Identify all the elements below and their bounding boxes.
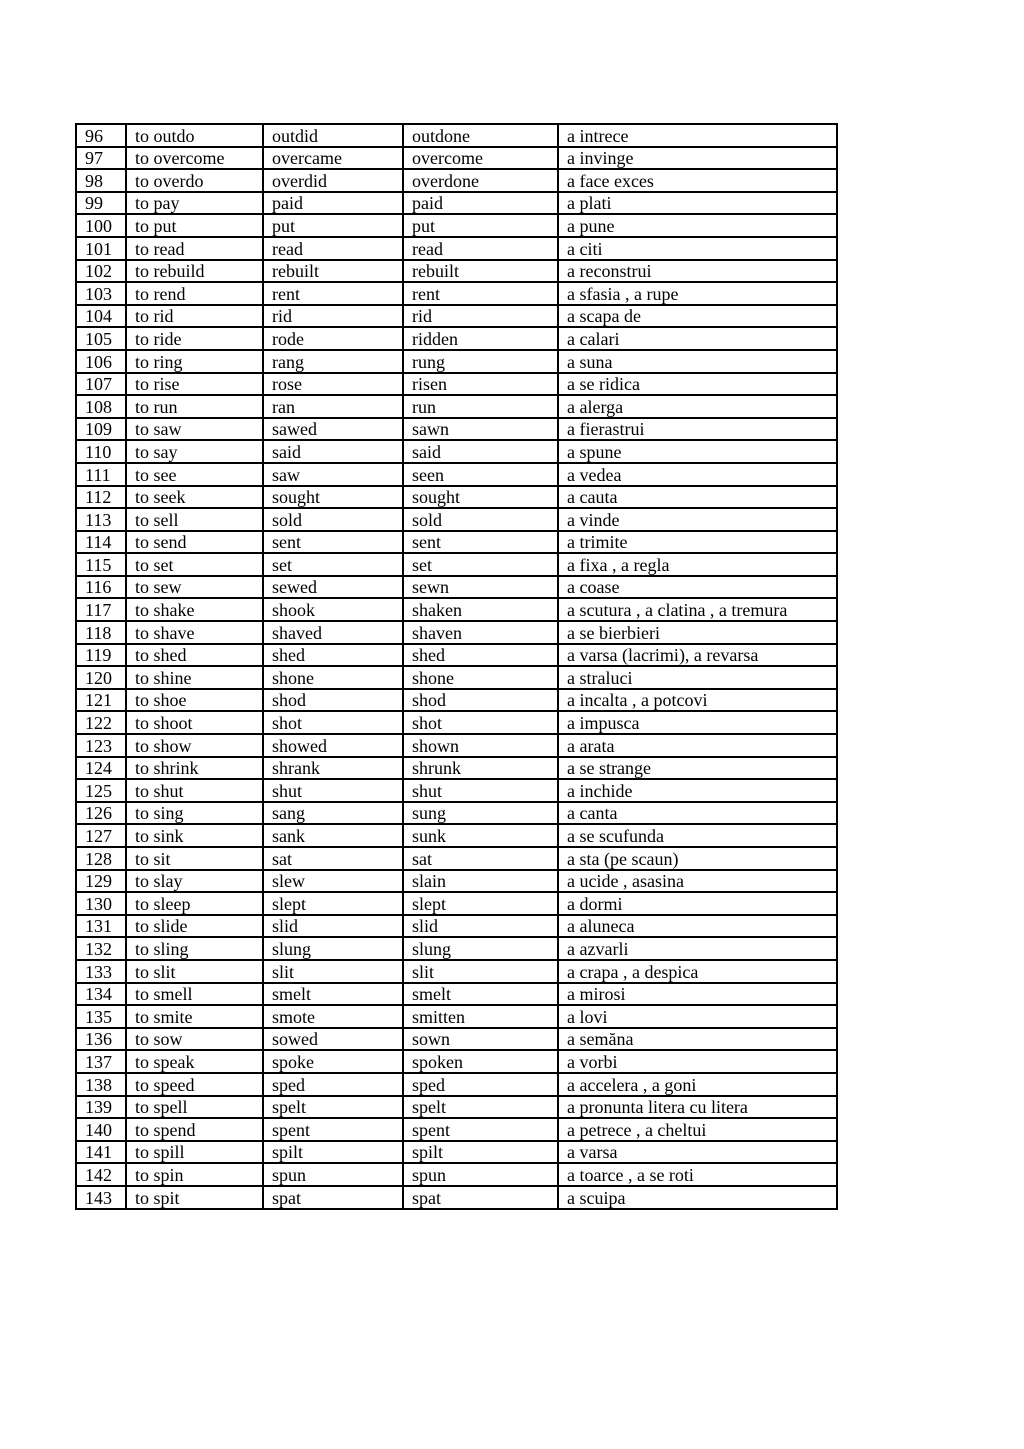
- past-participle-cell: sent: [403, 531, 558, 554]
- translation-cell: a suna: [558, 350, 837, 373]
- verb-number-cell: 97: [76, 147, 126, 170]
- past-simple-cell: sat: [263, 847, 403, 870]
- translation-cell: a cauta: [558, 486, 837, 509]
- table-row: [76, 440, 837, 463]
- past-simple-cell: sewed: [263, 576, 403, 599]
- past-simple-cell: slept: [263, 892, 403, 915]
- infinitive-cell: to slit: [126, 960, 263, 983]
- infinitive-cell: to pay: [126, 192, 263, 215]
- table-row: [76, 802, 837, 825]
- infinitive-cell: to sew: [126, 576, 263, 599]
- past-participle-cell: rid: [403, 305, 558, 328]
- table-row: [76, 531, 837, 554]
- verb-number-cell: 111: [76, 463, 126, 486]
- infinitive-cell: to run: [126, 395, 263, 418]
- past-participle-cell: run: [403, 395, 558, 418]
- table-row: [76, 395, 837, 418]
- translation-cell: a vinde: [558, 508, 837, 531]
- infinitive-cell: to set: [126, 553, 263, 576]
- table-row: [76, 937, 837, 960]
- past-participle-cell: shown: [403, 734, 558, 757]
- infinitive-cell: to say: [126, 440, 263, 463]
- past-simple-cell: slew: [263, 870, 403, 893]
- infinitive-cell: to shine: [126, 666, 263, 689]
- past-participle-cell: spun: [403, 1163, 558, 1186]
- translation-cell: a dormi: [558, 892, 837, 915]
- past-simple-cell: shrank: [263, 757, 403, 780]
- past-participle-cell: sewn: [403, 576, 558, 599]
- past-participle-cell: spelt: [403, 1096, 558, 1119]
- translation-cell: a petrece , a cheltui: [558, 1118, 837, 1141]
- verb-number-cell: 130: [76, 892, 126, 915]
- past-simple-cell: smote: [263, 1005, 403, 1028]
- past-simple-cell: showed: [263, 734, 403, 757]
- table-row: [76, 237, 837, 260]
- translation-cell: a invinge: [558, 147, 837, 170]
- translation-cell: a crapa , a despica: [558, 960, 837, 983]
- table-row: [76, 711, 837, 734]
- infinitive-cell: to sing: [126, 802, 263, 825]
- table-row: [76, 689, 837, 712]
- table-row: [76, 1118, 837, 1141]
- past-participle-cell: sunk: [403, 824, 558, 847]
- past-simple-cell: sped: [263, 1073, 403, 1096]
- past-simple-cell: rode: [263, 327, 403, 350]
- past-simple-cell: spat: [263, 1186, 403, 1209]
- translation-cell: a plati: [558, 192, 837, 215]
- past-participle-cell: spent: [403, 1118, 558, 1141]
- past-participle-cell: shot: [403, 711, 558, 734]
- table-row: [76, 192, 837, 215]
- verb-number-cell: 131: [76, 915, 126, 938]
- translation-cell: a sfasia , a rupe: [558, 282, 837, 305]
- infinitive-cell: to speak: [126, 1050, 263, 1073]
- past-simple-cell: slit: [263, 960, 403, 983]
- past-participle-cell: slid: [403, 915, 558, 938]
- past-participle-cell: read: [403, 237, 558, 260]
- table-row: [76, 1141, 837, 1164]
- infinitive-cell: to overdo: [126, 169, 263, 192]
- past-simple-cell: shone: [263, 666, 403, 689]
- past-simple-cell: sawed: [263, 418, 403, 441]
- translation-cell: a se bierbieri: [558, 621, 837, 644]
- infinitive-cell: to rise: [126, 373, 263, 396]
- past-participle-cell: slain: [403, 870, 558, 893]
- translation-cell: a canta: [558, 802, 837, 825]
- verb-number-cell: 99: [76, 192, 126, 215]
- verb-number-cell: 108: [76, 395, 126, 418]
- past-participle-cell: overcome: [403, 147, 558, 170]
- table-row: [76, 282, 837, 305]
- past-participle-cell: shaven: [403, 621, 558, 644]
- table-row: [76, 1186, 837, 1209]
- translation-cell: a varsa: [558, 1141, 837, 1164]
- past-simple-cell: spoke: [263, 1050, 403, 1073]
- infinitive-cell: to sling: [126, 937, 263, 960]
- infinitive-cell: to speed: [126, 1073, 263, 1096]
- table-row: [76, 983, 837, 1006]
- past-participle-cell: ridden: [403, 327, 558, 350]
- past-simple-cell: saw: [263, 463, 403, 486]
- infinitive-cell: to put: [126, 214, 263, 237]
- table-row: [76, 124, 837, 147]
- verb-number-cell: 133: [76, 960, 126, 983]
- table-row: [76, 1096, 837, 1119]
- table-row: [76, 598, 837, 621]
- table-row: [76, 169, 837, 192]
- past-participle-cell: shrunk: [403, 757, 558, 780]
- translation-cell: a scutura , a clatina , a tremura: [558, 598, 837, 621]
- table-row: [76, 1050, 837, 1073]
- verb-number-cell: 134: [76, 983, 126, 1006]
- translation-cell: a calari: [558, 327, 837, 350]
- past-participle-cell: sawn: [403, 418, 558, 441]
- translation-cell: a varsa (lacrimi), a revarsa: [558, 644, 837, 667]
- table-row: [76, 373, 837, 396]
- translation-cell: a arata: [558, 734, 837, 757]
- table-row: [76, 350, 837, 373]
- past-participle-cell: slung: [403, 937, 558, 960]
- past-simple-cell: put: [263, 214, 403, 237]
- translation-cell: a se scufunda: [558, 824, 837, 847]
- infinitive-cell: to smite: [126, 1005, 263, 1028]
- past-simple-cell: shed: [263, 644, 403, 667]
- verb-number-cell: 125: [76, 779, 126, 802]
- verb-number-cell: 143: [76, 1186, 126, 1209]
- past-simple-cell: ran: [263, 395, 403, 418]
- past-participle-cell: shed: [403, 644, 558, 667]
- past-participle-cell: set: [403, 553, 558, 576]
- table-row: [76, 147, 837, 170]
- infinitive-cell: to send: [126, 531, 263, 554]
- verb-number-cell: 98: [76, 169, 126, 192]
- translation-cell: a spune: [558, 440, 837, 463]
- translation-cell: a face exces: [558, 169, 837, 192]
- verb-number-cell: 118: [76, 621, 126, 644]
- verb-number-cell: 114: [76, 531, 126, 554]
- infinitive-cell: to shoe: [126, 689, 263, 712]
- verb-number-cell: 117: [76, 598, 126, 621]
- verb-number-cell: 107: [76, 373, 126, 396]
- past-simple-cell: spelt: [263, 1096, 403, 1119]
- past-simple-cell: rang: [263, 350, 403, 373]
- table-row: [76, 960, 837, 983]
- translation-cell: a reconstrui: [558, 260, 837, 283]
- past-simple-cell: rid: [263, 305, 403, 328]
- verb-number-cell: 102: [76, 260, 126, 283]
- past-simple-cell: spilt: [263, 1141, 403, 1164]
- translation-cell: a fixa , a regla: [558, 553, 837, 576]
- past-simple-cell: shook: [263, 598, 403, 621]
- translation-cell: a accelera , a goni: [558, 1073, 837, 1096]
- verb-number-cell: 139: [76, 1096, 126, 1119]
- infinitive-cell: to sleep: [126, 892, 263, 915]
- translation-cell: a lovi: [558, 1005, 837, 1028]
- past-simple-cell: slung: [263, 937, 403, 960]
- past-simple-cell: sold: [263, 508, 403, 531]
- translation-cell: a sta (pe scaun): [558, 847, 837, 870]
- past-participle-cell: said: [403, 440, 558, 463]
- table-row: [76, 892, 837, 915]
- verb-number-cell: 109: [76, 418, 126, 441]
- verb-number-cell: 112: [76, 486, 126, 509]
- infinitive-cell: to shoot: [126, 711, 263, 734]
- past-participle-cell: slit: [403, 960, 558, 983]
- infinitive-cell: to slay: [126, 870, 263, 893]
- verb-number-cell: 137: [76, 1050, 126, 1073]
- past-simple-cell: overcame: [263, 147, 403, 170]
- past-simple-cell: shot: [263, 711, 403, 734]
- translation-cell: a alerga: [558, 395, 837, 418]
- translation-cell: a trimite: [558, 531, 837, 554]
- translation-cell: a incalta , a potcovi: [558, 689, 837, 712]
- past-participle-cell: rent: [403, 282, 558, 305]
- past-simple-cell: shod: [263, 689, 403, 712]
- table-row: [76, 847, 837, 870]
- table-row: [76, 915, 837, 938]
- table-row: [76, 621, 837, 644]
- verb-number-cell: 113: [76, 508, 126, 531]
- translation-cell: a impusca: [558, 711, 837, 734]
- table-row: [76, 486, 837, 509]
- table-row: [76, 463, 837, 486]
- translation-cell: a se strange: [558, 757, 837, 780]
- infinitive-cell: to overcome: [126, 147, 263, 170]
- table-row: [76, 644, 837, 667]
- infinitive-cell: to read: [126, 237, 263, 260]
- verb-number-cell: 106: [76, 350, 126, 373]
- past-participle-cell: sown: [403, 1028, 558, 1051]
- table-row: [76, 1163, 837, 1186]
- verb-number-cell: 96: [76, 124, 126, 147]
- infinitive-cell: to spill: [126, 1141, 263, 1164]
- past-participle-cell: outdone: [403, 124, 558, 147]
- past-participle-cell: smelt: [403, 983, 558, 1006]
- infinitive-cell: to seek: [126, 486, 263, 509]
- verb-number-cell: 141: [76, 1141, 126, 1164]
- infinitive-cell: to rebuild: [126, 260, 263, 283]
- past-participle-cell: paid: [403, 192, 558, 215]
- infinitive-cell: to ring: [126, 350, 263, 373]
- past-simple-cell: rose: [263, 373, 403, 396]
- translation-cell: a pronunta litera cu litera: [558, 1096, 837, 1119]
- infinitive-cell: to ride: [126, 327, 263, 350]
- table-row: [76, 1073, 837, 1096]
- infinitive-cell: to show: [126, 734, 263, 757]
- verb-number-cell: 127: [76, 824, 126, 847]
- infinitive-cell: to spend: [126, 1118, 263, 1141]
- verb-number-cell: 122: [76, 711, 126, 734]
- verb-number-cell: 110: [76, 440, 126, 463]
- verb-number-cell: 120: [76, 666, 126, 689]
- translation-cell: a mirosi: [558, 983, 837, 1006]
- infinitive-cell: to saw: [126, 418, 263, 441]
- irregular-verbs-table-body: [76, 124, 837, 1209]
- past-participle-cell: sung: [403, 802, 558, 825]
- past-simple-cell: said: [263, 440, 403, 463]
- verb-number-cell: 100: [76, 214, 126, 237]
- past-simple-cell: outdid: [263, 124, 403, 147]
- verb-number-cell: 124: [76, 757, 126, 780]
- verb-number-cell: 105: [76, 327, 126, 350]
- table-row: [76, 870, 837, 893]
- translation-cell: a citi: [558, 237, 837, 260]
- translation-cell: a inchide: [558, 779, 837, 802]
- past-participle-cell: spat: [403, 1186, 558, 1209]
- past-simple-cell: sang: [263, 802, 403, 825]
- table-row: [76, 576, 837, 599]
- past-participle-cell: overdone: [403, 169, 558, 192]
- infinitive-cell: to spin: [126, 1163, 263, 1186]
- table-row: [76, 1005, 837, 1028]
- infinitive-cell: to see: [126, 463, 263, 486]
- past-participle-cell: put: [403, 214, 558, 237]
- past-simple-cell: read: [263, 237, 403, 260]
- verb-number-cell: 115: [76, 553, 126, 576]
- past-participle-cell: rebuilt: [403, 260, 558, 283]
- past-participle-cell: sought: [403, 486, 558, 509]
- infinitive-cell: to shrink: [126, 757, 263, 780]
- past-simple-cell: set: [263, 553, 403, 576]
- infinitive-cell: to outdo: [126, 124, 263, 147]
- table-row: [76, 305, 837, 328]
- verb-number-cell: 126: [76, 802, 126, 825]
- infinitive-cell: to slide: [126, 915, 263, 938]
- verb-number-cell: 128: [76, 847, 126, 870]
- table-row: [76, 734, 837, 757]
- translation-cell: a toarce , a se roti: [558, 1163, 837, 1186]
- past-participle-cell: spilt: [403, 1141, 558, 1164]
- infinitive-cell: to shave: [126, 621, 263, 644]
- verb-number-cell: 135: [76, 1005, 126, 1028]
- past-simple-cell: smelt: [263, 983, 403, 1006]
- verb-number-cell: 101: [76, 237, 126, 260]
- past-participle-cell: sold: [403, 508, 558, 531]
- past-participle-cell: slept: [403, 892, 558, 915]
- table-row: [76, 779, 837, 802]
- translation-cell: a scuipa: [558, 1186, 837, 1209]
- past-participle-cell: seen: [403, 463, 558, 486]
- infinitive-cell: to sink: [126, 824, 263, 847]
- irregular-verbs-table: [75, 123, 838, 1210]
- verb-number-cell: 104: [76, 305, 126, 328]
- infinitive-cell: to shake: [126, 598, 263, 621]
- past-simple-cell: rent: [263, 282, 403, 305]
- past-simple-cell: sowed: [263, 1028, 403, 1051]
- past-simple-cell: shaved: [263, 621, 403, 644]
- translation-cell: a semăna: [558, 1028, 837, 1051]
- infinitive-cell: to sow: [126, 1028, 263, 1051]
- infinitive-cell: to rid: [126, 305, 263, 328]
- table-row: [76, 553, 837, 576]
- infinitive-cell: to shut: [126, 779, 263, 802]
- past-participle-cell: risen: [403, 373, 558, 396]
- table-row: [76, 666, 837, 689]
- verb-number-cell: 116: [76, 576, 126, 599]
- verb-number-cell: 140: [76, 1118, 126, 1141]
- translation-cell: a vedea: [558, 463, 837, 486]
- past-simple-cell: sent: [263, 531, 403, 554]
- table-row: [76, 214, 837, 237]
- translation-cell: a vorbi: [558, 1050, 837, 1073]
- past-participle-cell: shut: [403, 779, 558, 802]
- translation-cell: a azvarli: [558, 937, 837, 960]
- verb-number-cell: 132: [76, 937, 126, 960]
- past-participle-cell: spoken: [403, 1050, 558, 1073]
- infinitive-cell: to sit: [126, 847, 263, 870]
- past-simple-cell: spun: [263, 1163, 403, 1186]
- past-participle-cell: shone: [403, 666, 558, 689]
- infinitive-cell: to sell: [126, 508, 263, 531]
- translation-cell: a ucide , asasina: [558, 870, 837, 893]
- past-participle-cell: shod: [403, 689, 558, 712]
- past-simple-cell: shut: [263, 779, 403, 802]
- infinitive-cell: to shed: [126, 644, 263, 667]
- table-row: [76, 418, 837, 441]
- infinitive-cell: to smell: [126, 983, 263, 1006]
- verb-number-cell: 138: [76, 1073, 126, 1096]
- verb-number-cell: 136: [76, 1028, 126, 1051]
- translation-cell: a se ridica: [558, 373, 837, 396]
- table-row: [76, 327, 837, 350]
- past-simple-cell: rebuilt: [263, 260, 403, 283]
- verb-number-cell: 103: [76, 282, 126, 305]
- verb-number-cell: 129: [76, 870, 126, 893]
- verb-number-cell: 121: [76, 689, 126, 712]
- translation-cell: a scapa de: [558, 305, 837, 328]
- table-row: [76, 260, 837, 283]
- translation-cell: a intrece: [558, 124, 837, 147]
- translation-cell: a coase: [558, 576, 837, 599]
- infinitive-cell: to spell: [126, 1096, 263, 1119]
- past-participle-cell: sat: [403, 847, 558, 870]
- verb-number-cell: 119: [76, 644, 126, 667]
- infinitive-cell: to rend: [126, 282, 263, 305]
- past-simple-cell: overdid: [263, 169, 403, 192]
- past-simple-cell: paid: [263, 192, 403, 215]
- past-participle-cell: rung: [403, 350, 558, 373]
- past-participle-cell: shaken: [403, 598, 558, 621]
- table-row: [76, 1028, 837, 1051]
- translation-cell: a fierastrui: [558, 418, 837, 441]
- translation-cell: a straluci: [558, 666, 837, 689]
- past-simple-cell: slid: [263, 915, 403, 938]
- past-simple-cell: spent: [263, 1118, 403, 1141]
- table-row: [76, 508, 837, 531]
- past-simple-cell: sought: [263, 486, 403, 509]
- translation-cell: a pune: [558, 214, 837, 237]
- table-row: [76, 824, 837, 847]
- translation-cell: a aluneca: [558, 915, 837, 938]
- past-participle-cell: sped: [403, 1073, 558, 1096]
- table-row: [76, 757, 837, 780]
- past-participle-cell: smitten: [403, 1005, 558, 1028]
- verb-number-cell: 142: [76, 1163, 126, 1186]
- infinitive-cell: to spit: [126, 1186, 263, 1209]
- past-simple-cell: sank: [263, 824, 403, 847]
- verb-number-cell: 123: [76, 734, 126, 757]
